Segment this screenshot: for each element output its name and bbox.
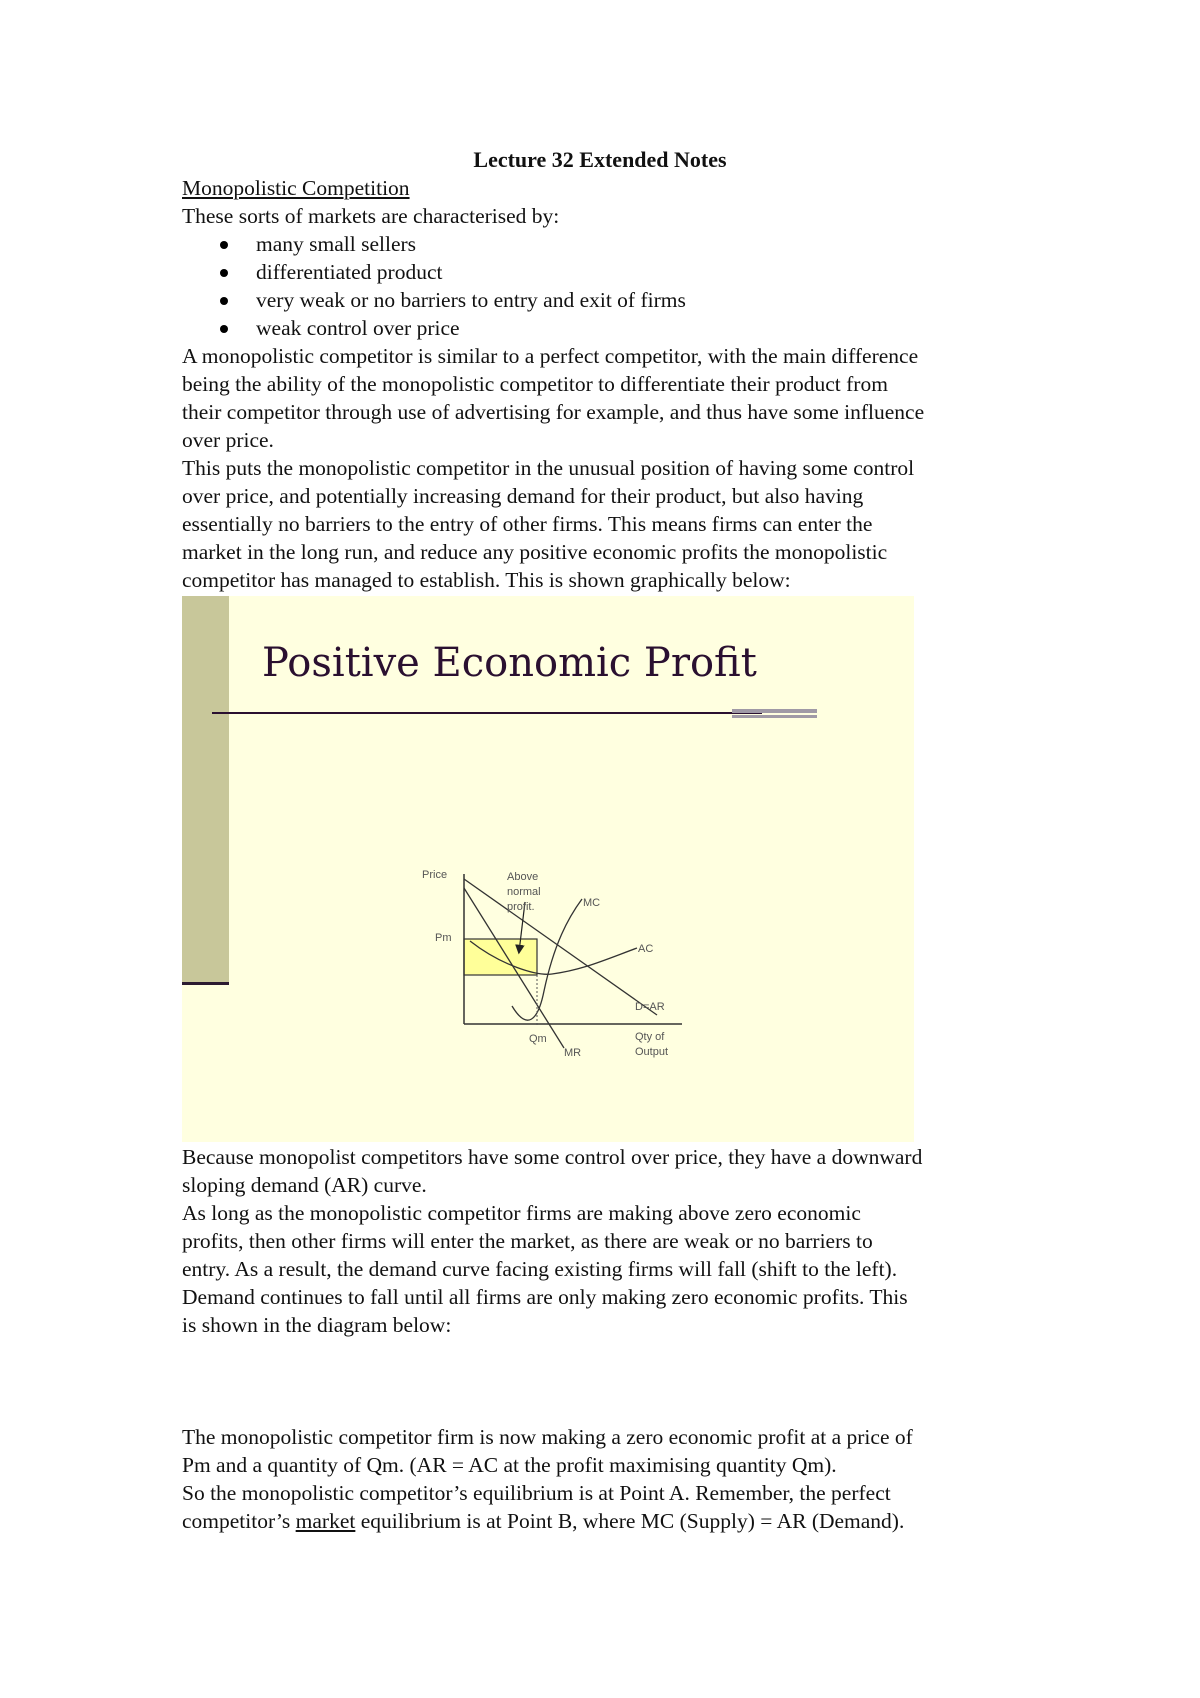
list-item: many small sellers xyxy=(182,230,1042,258)
price-label: Price xyxy=(422,869,448,881)
slide-title: Positive Economic Profit xyxy=(262,640,757,686)
intro-line: These sorts of markets are characterised by: xyxy=(182,204,560,228)
last-line: competitor’s market equilibrium is at Point B, where MC (Supply) = AR (Demand). xyxy=(182,1509,905,1533)
characteristics-list xyxy=(182,230,1042,342)
above-label: Above xyxy=(507,871,539,883)
bullet-icon xyxy=(220,269,228,277)
paragraph-2: This puts the monopolistic competitor in the unusual position of having some control over price, and potentially increasing demand for their product, but also having essentially no barriers to the entry of other firms. This means firms can enter the market in the long run, and reduce any positive economic profits the monopolistic competitor has managed to establish. This is shown graphically below: xyxy=(182,456,915,592)
mr-label: MR xyxy=(564,1047,582,1059)
list-item: differentiated product xyxy=(182,258,1042,286)
paragraph-4: The monopolistic competitor firm is now making a zero economic profit at a price of Pm and a quantity of Qm. (AR = AC at the profit maximising quantity Qm). So the monopolistic competitor’s equilibrium is at Point A. Remember, the perfect competitor’s market equilibrium is at Point B, where MC (Supply) = AR (Demand). xyxy=(182,1423,1042,1535)
bullet-icon xyxy=(220,241,228,249)
list-item: weak control over price xyxy=(182,314,1042,342)
market-underlined: market xyxy=(295,1509,356,1533)
paragraph-1: A monopolistic competitor is similar to a perfect competitor, with the main difference being the ability of the monopolistic competitor to differentiate their product from their competitor through use of advertising for example, and thus have some influence over price. xyxy=(182,344,925,452)
document-title: Lecture 32 Extended Notes xyxy=(473,147,727,172)
pm-label: Pm xyxy=(435,932,452,944)
slide-image xyxy=(182,596,914,1142)
dar-label: D=AR xyxy=(635,1001,665,1013)
mc-label: MC xyxy=(583,897,601,909)
qty-label: Output xyxy=(635,1046,669,1058)
section-intro xyxy=(182,174,1042,594)
paragraph-3: Because monopolist competitors have some control over price, they have a downward sloping demand (AR) curve. As long as the monopolistic competitor firms are making above zero economic profits, then other firms will enter the market, as there are weak or no barriers to entry. As a result, the demand curve facing existing firms will fall (shift to the left). Demand continues to fall until all firms are only making zero economic profits. This is shown in the diagram below: xyxy=(182,1145,923,1337)
qty-label: Qty of xyxy=(635,1031,665,1043)
above-label: profit. xyxy=(507,901,535,913)
bullet-icon xyxy=(220,297,228,305)
ac-label: AC xyxy=(638,943,654,955)
bullet-icon xyxy=(220,325,228,333)
economics-diagram xyxy=(182,596,914,1142)
list-item: very weak or no barriers to entry and exit of firms xyxy=(182,286,1042,314)
above-label: normal xyxy=(507,886,541,898)
qm-label: Qm xyxy=(529,1033,547,1045)
section-heading: Monopolistic Competition xyxy=(182,176,410,200)
